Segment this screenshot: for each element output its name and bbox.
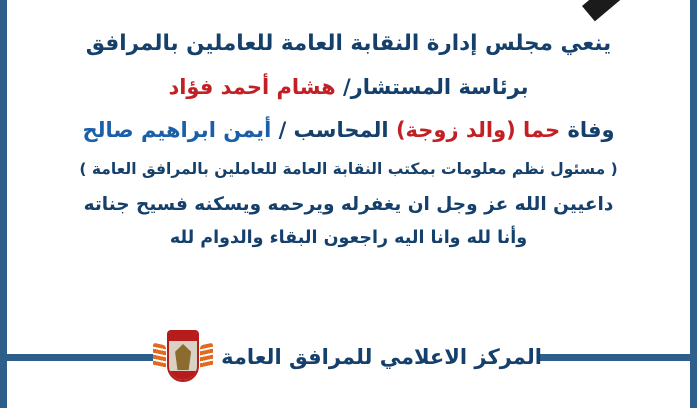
notice-line-3 xyxy=(25,117,672,144)
emblem-bottom-band xyxy=(169,371,197,380)
notice-line-6-condolence: وأنا لله وانا اليه راجعون البقاء والدوام لله xyxy=(169,227,528,248)
notice-line-4-role: ( مسئول نظم معلومات بمكتب النقابة العامة للعاملين بالمرافق العامة ) xyxy=(79,159,618,178)
emblem-wing-left-icon xyxy=(153,343,166,370)
union-emblem-icon xyxy=(155,328,211,386)
emblem-glyph xyxy=(175,344,191,370)
footer-label: المركز الاعلامي للمرافق العامة xyxy=(221,345,542,369)
deceased-relative-name: أيمن ابراهيم صالح xyxy=(82,118,272,143)
relation-label: حما (والد زوجة) xyxy=(395,118,561,143)
notice-line-1: ينعي مجلس إدارة النقابة العامة للعاملين بالمرافق xyxy=(85,31,612,56)
emblem-shield-icon xyxy=(167,330,199,382)
chairman-name: هشام أحمد فؤاد xyxy=(168,74,336,99)
emblem-top-band xyxy=(169,332,197,341)
emblem-wing-right-icon xyxy=(200,343,213,370)
footer-content xyxy=(0,324,697,390)
title-label: المحاسب / xyxy=(278,118,389,143)
footer xyxy=(0,324,697,390)
notice-line-2 xyxy=(25,74,672,101)
chairman-label: برئاسة المستشار/ xyxy=(343,74,529,99)
death-word: وفاة xyxy=(567,118,615,143)
notice-line-5-prayer: داعيين الله عز وجل ان يغفرله ويرحمه ويسكنه فسيح جناته xyxy=(83,193,614,215)
